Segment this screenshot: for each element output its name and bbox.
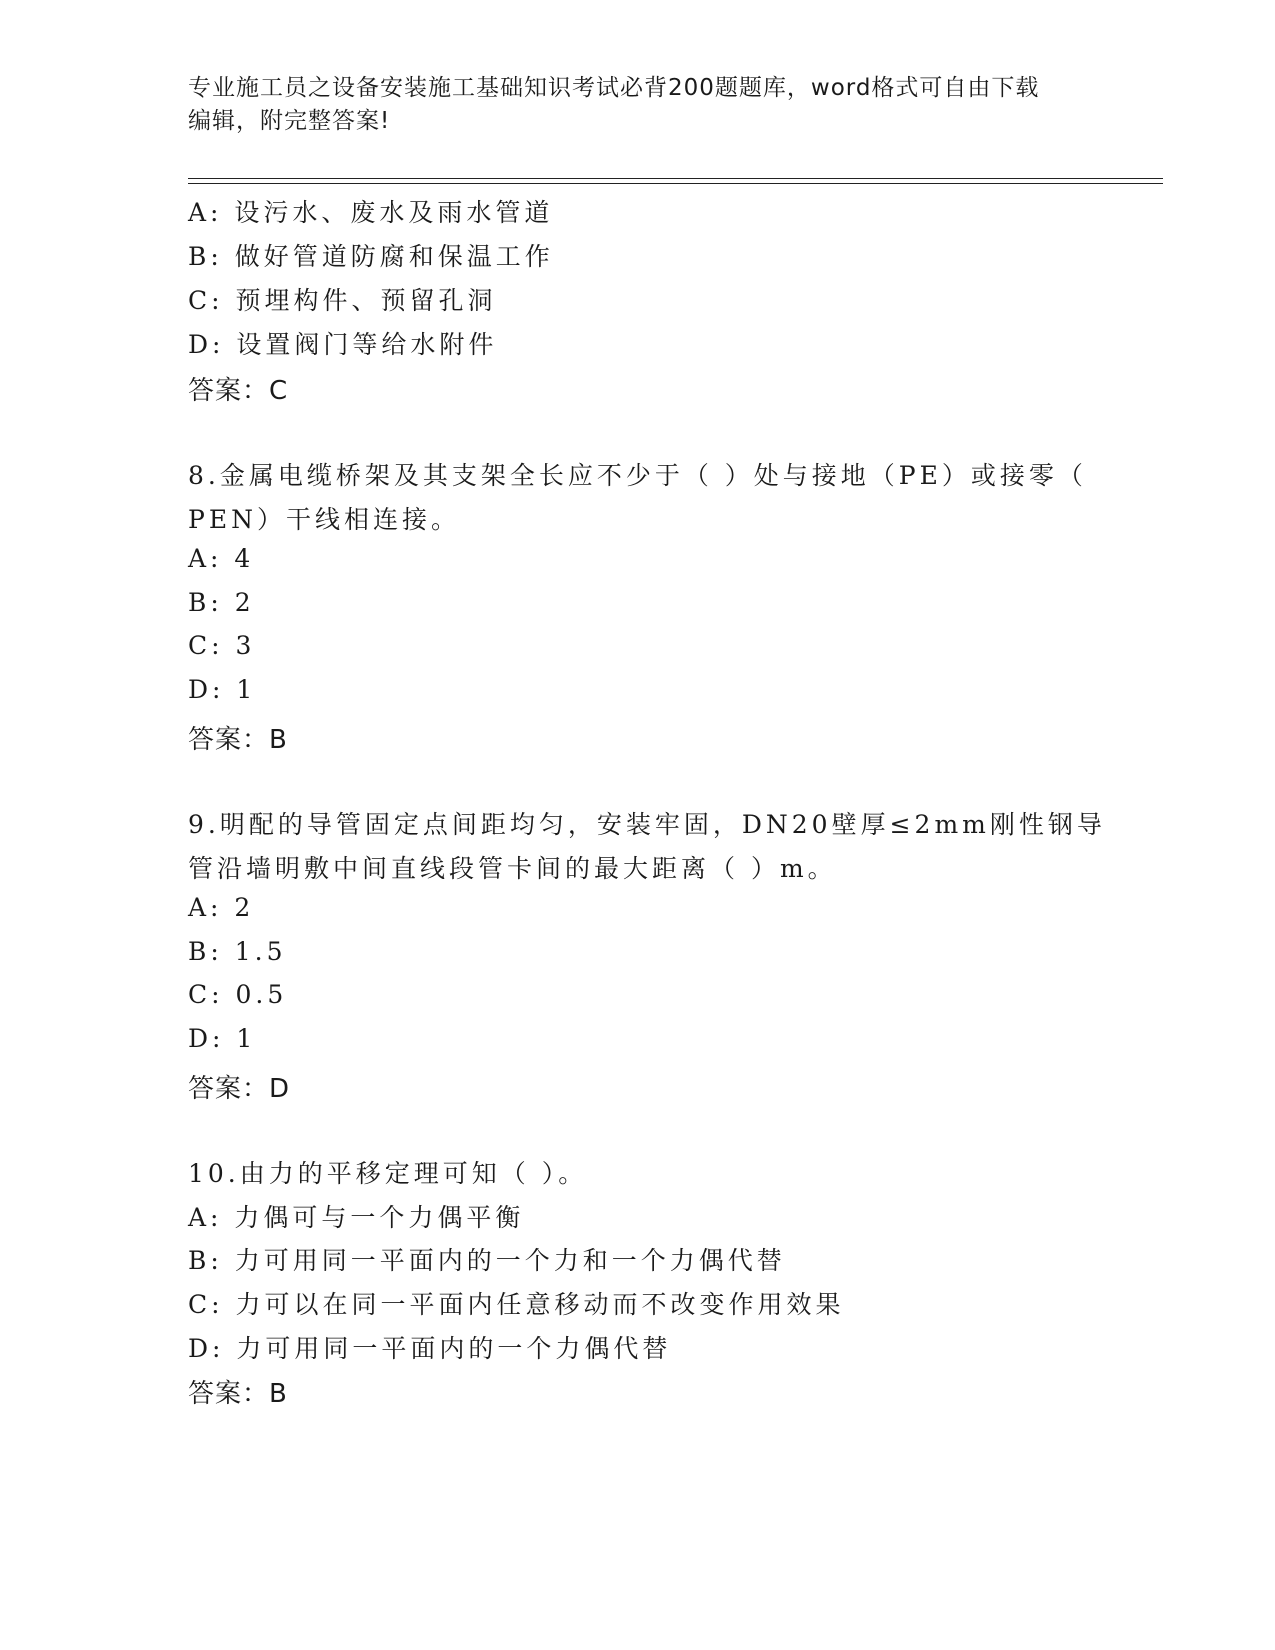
q8-option-b: B: 2 [188, 588, 255, 617]
q9-answer: 答案：D [188, 1074, 291, 1104]
q7-option-b: B: 做好管道防腐和保温工作 [188, 242, 554, 271]
header-title-line-2: 编辑，附完整答案! [188, 108, 391, 134]
q10-stem-line-1: 10.由力的平移定理可知（ ）。 [188, 1159, 588, 1188]
q8-option-c: C: 3 [188, 631, 256, 660]
q8-option-d: D: 1 [188, 675, 257, 704]
q10-answer: 答案：B [188, 1379, 288, 1409]
header-divider-bottom [188, 183, 1163, 184]
q7-answer: 答案：C [188, 376, 289, 406]
document-header [188, 72, 1088, 138]
q9-option-a: A: 2 [188, 893, 255, 922]
q8-stem-line-1: 8.金属电缆桥架及其支架全长应不少于（ ）处与接地（PE）或接零（ [188, 461, 1087, 490]
header-divider-top [188, 178, 1163, 179]
q10-option-c: C: 力可以在同一平面内任意移动而不改变作用效果 [188, 1290, 845, 1319]
q10-option-a: A: 力偶可与一个力偶平衡 [188, 1203, 525, 1232]
q7-option-a: A: 设污水、废水及雨水管道 [188, 198, 554, 227]
q9-option-c: C: 0.5 [188, 980, 288, 1009]
q8-option-a: A: 4 [188, 544, 255, 573]
q9-option-b: B: 1.5 [188, 937, 287, 966]
header-title-line-1: 专业施工员之设备安装施工基础知识考试必背200题题库，word格式可自由下载 [188, 75, 1040, 101]
q9-option-d: D: 1 [188, 1024, 257, 1053]
q7-option-d: D: 设置阀门等给水附件 [188, 330, 498, 359]
q9-stem-line-2: 管沿墙明敷中间直线段管卡间的最大距离（ ）m。 [188, 854, 837, 883]
q7-option-c: C: 预埋构件、预留孔洞 [188, 286, 497, 315]
q8-answer: 答案：B [188, 725, 288, 755]
q10-option-d: D: 力可用同一平面内的一个力偶代替 [188, 1334, 672, 1363]
q10-option-b: B: 力可用同一平面内的一个力和一个力偶代替 [188, 1246, 786, 1275]
q9-stem-line-1: 9.明配的导管固定点间距均匀，安装牢固，DN20壁厚≤2mm刚性钢导 [188, 810, 1106, 839]
q8-stem-line-2: PEN）干线相连接。 [188, 505, 460, 534]
